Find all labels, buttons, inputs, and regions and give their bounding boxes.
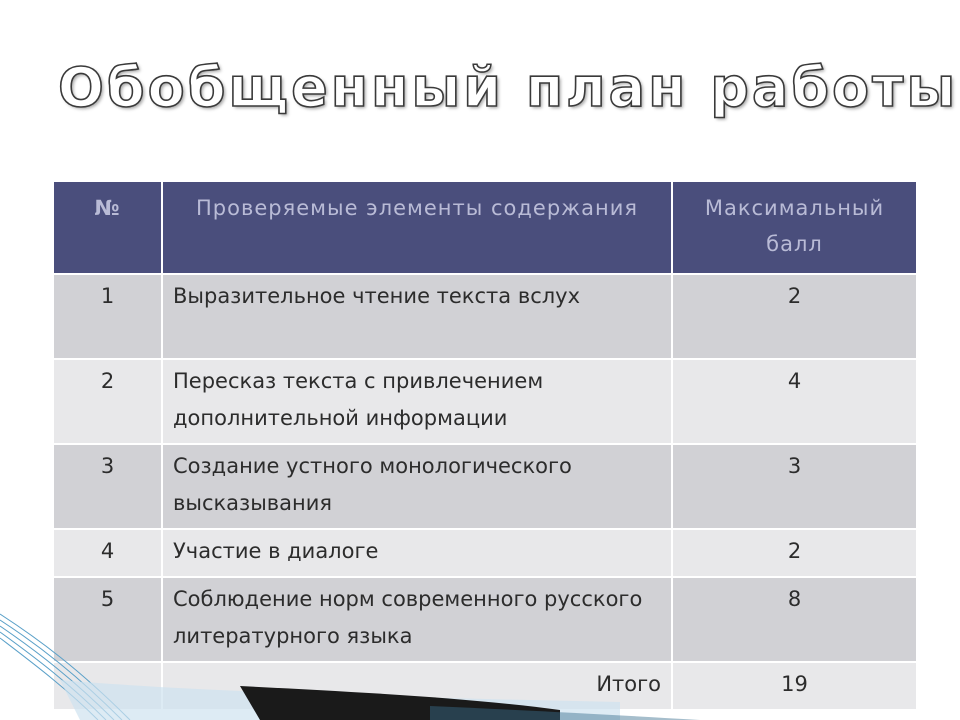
row-score: 4 — [672, 359, 917, 444]
table-row — [53, 274, 917, 359]
row-number: 5 — [53, 577, 162, 662]
header-number: № — [53, 181, 162, 274]
row-number: 3 — [53, 444, 162, 529]
header-content-elements: Проверяемые элементы содержания — [162, 181, 672, 274]
row-number: 1 — [53, 274, 162, 359]
header-max-score: Максимальный балл — [672, 181, 917, 274]
row-element: Выразительное чтение текста вслух — [162, 274, 672, 359]
table-row — [53, 359, 917, 444]
table-row — [53, 529, 917, 577]
row-score: 8 — [672, 577, 917, 662]
row-element: Пересказ текста с привлечением дополнительной информации — [162, 359, 672, 444]
total-label: Итого — [162, 662, 672, 710]
row-number: 4 — [53, 529, 162, 577]
table-header-row — [53, 181, 917, 274]
row-number: 2 — [53, 359, 162, 444]
row-element: Создание устного монологического высказывания — [162, 444, 672, 529]
row-element: Соблюдение норм современного русского литературного языка — [162, 577, 672, 662]
table-row — [53, 444, 917, 529]
row-score: 3 — [672, 444, 917, 529]
row-element: Участие в диалоге — [162, 529, 672, 577]
row-score: 2 — [672, 274, 917, 359]
slide-title: Обобщенный план работы — [58, 56, 959, 119]
row-score: 2 — [672, 529, 917, 577]
decorative-swoosh — [0, 580, 960, 720]
total-score: 19 — [672, 662, 917, 710]
